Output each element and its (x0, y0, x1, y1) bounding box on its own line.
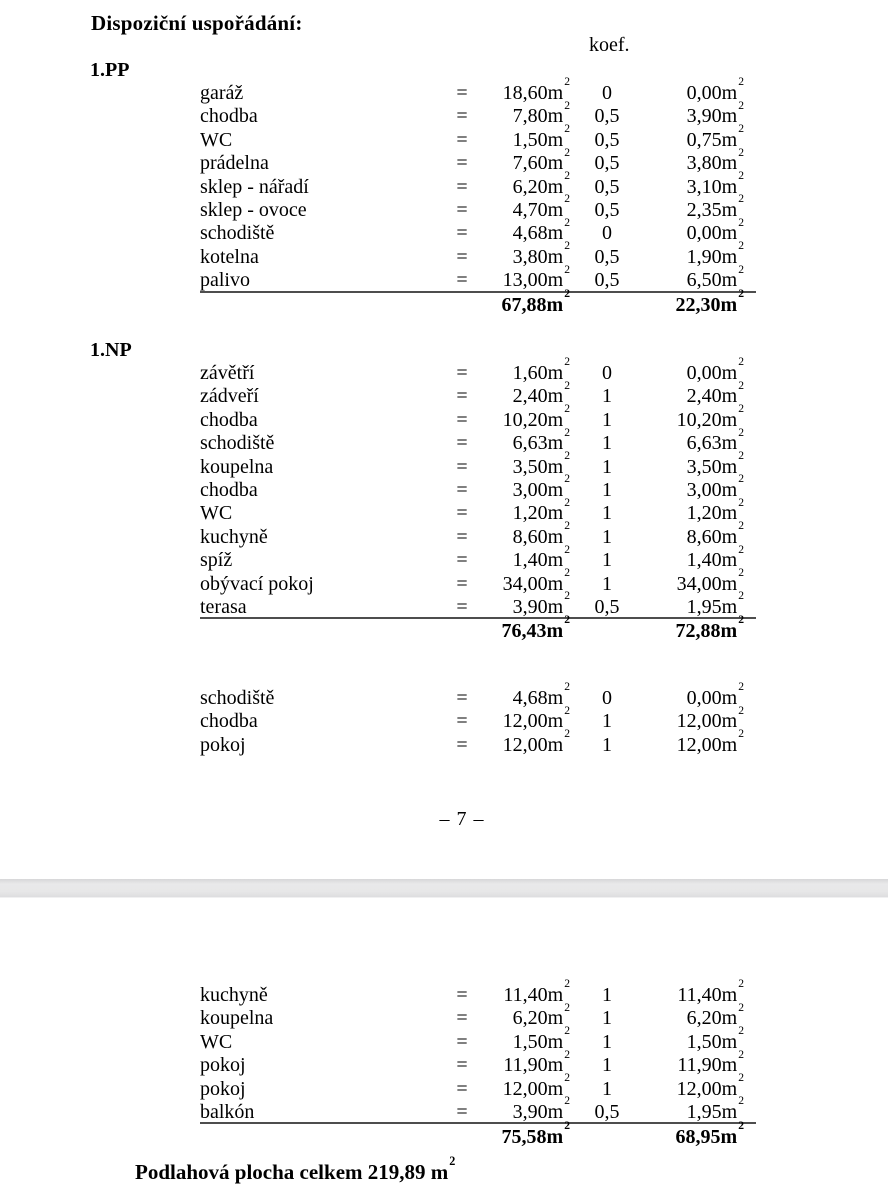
unit: $m^2$ (547, 1070, 570, 1100)
room-label: koupelna (200, 1007, 274, 1030)
table-row (200, 75, 744, 105)
total-row-spacer (570, 620, 644, 643)
table-row (200, 425, 744, 455)
equals-sign: = (456, 710, 468, 733)
koef-value: 1 (602, 455, 612, 478)
room-label: sklep - ovoce (200, 199, 307, 222)
unit: $m^2$ (721, 1000, 744, 1030)
unit: $m^2$ (547, 495, 570, 525)
unit: $m^2$ (547, 1024, 570, 1053)
table-row (200, 1094, 744, 1124)
koef-value: 0 (602, 687, 612, 709)
table-row (200, 472, 744, 502)
unit: $m^2$ (546, 1119, 570, 1148)
equals-sign: = (456, 1054, 468, 1077)
unit: $m^2$ (721, 565, 744, 595)
equals-sign: = (456, 1030, 468, 1053)
equals-sign: = (456, 455, 468, 478)
unit: $m^2$ (721, 239, 744, 268)
unit: $m^2$ (721, 1094, 744, 1124)
unit: $m^2$ (721, 145, 744, 175)
table-1np (200, 355, 744, 619)
unit: $m^2$ (721, 168, 744, 198)
koef-value: 0,5 (594, 245, 620, 268)
koef-value: 1 (602, 572, 612, 595)
result-value: $12,00m^2$ (676, 1070, 744, 1100)
result-value: $34,00m^2$ (676, 565, 744, 595)
equals-sign: = (456, 199, 468, 222)
unit: $m^2$ (547, 98, 570, 128)
area-value: $3,90m^2$ (512, 589, 570, 619)
total-row-spacer (452, 294, 472, 317)
page-title: Dispoziční uspořádání: (91, 11, 303, 35)
area-value: $1,20m^2$ (512, 495, 570, 525)
table-row (200, 239, 744, 269)
total-floor-area (135, 1153, 456, 1185)
room-label: chodba (200, 408, 258, 431)
koef-value: 0,5 (594, 199, 620, 222)
koef-value: 0,5 (594, 175, 620, 198)
room-label: pokoj (200, 733, 246, 756)
area-value: $3,80m^2$ (512, 239, 570, 268)
total-result-1pp: $22,30m^2$ (675, 287, 744, 316)
unit: $m^2$ (721, 378, 744, 408)
table-row (200, 542, 744, 572)
room-label: kuchyně (200, 525, 268, 548)
koef-value: 1 (602, 549, 612, 572)
table-row (200, 589, 744, 619)
total-row-spacer (452, 1126, 472, 1149)
room-label: spíž (200, 549, 233, 572)
unit: $m^2$ (721, 448, 744, 478)
result-value: $1,95m^2$ (686, 1094, 744, 1124)
koef-value: 1 (602, 1007, 612, 1030)
unit: $m^2$ (721, 1024, 744, 1053)
unit: $m^2$ (547, 680, 570, 709)
unit: $m^2$ (547, 75, 570, 104)
result-value: $6,50m^2$ (686, 262, 744, 292)
section-heading-1np: 1.NP (90, 339, 132, 361)
unit: $m^2$ (547, 1047, 570, 1077)
area-value: $12,00m^2$ (502, 1070, 570, 1100)
total-row-1pp (200, 287, 744, 317)
room-label: chodba (200, 105, 258, 128)
result-value: $3,10m^2$ (686, 168, 744, 198)
unit: $m^2$ (721, 703, 744, 733)
area-value: $18,60m^2$ (502, 75, 570, 104)
table-row (200, 98, 744, 128)
equals-sign: = (456, 432, 468, 455)
koef-value: 1 (602, 1054, 612, 1077)
equals-sign: = (456, 408, 468, 431)
unit: $m^2$ (721, 75, 744, 104)
equals-sign: = (456, 1007, 468, 1030)
koef-value: 0,5 (594, 105, 620, 128)
room-label: balkón (200, 1101, 255, 1124)
table-2np-part2 (200, 977, 744, 1124)
room-label: terasa (200, 596, 247, 619)
unit: $m^2$ (720, 1119, 744, 1148)
total-divider-1pp (200, 291, 756, 293)
koef-value: 1 (602, 408, 612, 431)
unit: $m^2$ (547, 977, 570, 1006)
result-value: $12,00m^2$ (676, 703, 744, 733)
result-value: $0,75m^2$ (686, 122, 744, 151)
area-value: $6,20m^2$ (512, 168, 570, 198)
total-divider-2np (200, 1122, 756, 1124)
result-value: $11,90m^2$ (677, 1047, 744, 1077)
unit: $m^2$ (547, 402, 570, 431)
unit: $m^2$ (721, 519, 744, 548)
table-row (200, 355, 744, 385)
area-value: $8,60m^2$ (512, 519, 570, 548)
area-value: $11,90m^2$ (503, 1047, 570, 1077)
result-value: $1,95m^2$ (686, 589, 744, 619)
total-area-2np: $75,58m^2$ (501, 1119, 570, 1148)
room-label: pokoj (200, 1054, 246, 1077)
equals-sign: = (456, 1101, 468, 1124)
table-row (200, 448, 744, 479)
table-row (200, 680, 744, 710)
result-value: $6,20m^2$ (686, 1000, 744, 1030)
unit: $m^2$ (721, 355, 744, 384)
area-value: $1,40m^2$ (512, 542, 570, 572)
equals-sign: = (456, 525, 468, 548)
area-value: $12,00m^2$ (502, 703, 570, 733)
total-floor-area-text: Podlahová plocha celkem 219,89 m (135, 1160, 449, 1184)
total-row-2np (200, 1119, 744, 1149)
area-value: $1,50m^2$ (512, 1024, 570, 1053)
room-label: schodiště (200, 687, 275, 709)
equals-sign: = (456, 502, 468, 525)
total-row-spacer (200, 294, 452, 317)
area-value: $12,00m^2$ (502, 727, 570, 756)
result-value: $12,00m^2$ (676, 727, 744, 756)
koef-value: 0,5 (594, 1101, 620, 1124)
unit: $m^2$ (721, 472, 744, 502)
result-value: $2,35m^2$ (686, 192, 744, 222)
unit: $m^2$ (721, 122, 744, 151)
unit: $m^2$ (547, 1000, 570, 1030)
equals-sign: = (456, 105, 468, 128)
section-heading-1pp: 1.PP (90, 59, 130, 81)
room-label: schodiště (200, 222, 275, 245)
koef-value: 0,5 (594, 128, 620, 151)
koef-value: 0,5 (594, 269, 620, 292)
table-row (200, 519, 744, 549)
equals-sign: = (456, 733, 468, 756)
table-row (200, 262, 744, 292)
result-value: $1,20m^2$ (686, 495, 744, 525)
equals-sign: = (456, 152, 468, 175)
equals-sign: = (456, 687, 468, 709)
table-row (200, 977, 744, 1007)
koef-value: 1 (602, 984, 612, 1006)
koef-value: 1 (602, 1077, 612, 1100)
unit: $m^2$ (721, 1070, 744, 1100)
unit: $m^2$ (547, 378, 570, 408)
room-label: kuchyně (200, 984, 268, 1006)
unit: $m^2$ (547, 472, 570, 502)
area-value: $34,00m^2$ (502, 565, 570, 595)
unit: $m^2$ (546, 287, 570, 316)
unit: $m^2$ (721, 727, 744, 756)
unit: $m^2$ (721, 542, 744, 572)
table-row (200, 727, 744, 757)
table-row (200, 168, 744, 199)
table-row (200, 495, 744, 525)
result-value: $0,00m^2$ (686, 680, 744, 709)
unit: $m^2$ (721, 1047, 744, 1077)
area-value: $6,63m^2$ (512, 425, 570, 455)
result-value: $0,00m^2$ (686, 355, 744, 384)
room-label: palivo (200, 269, 250, 292)
area-value: $3,50m^2$ (512, 448, 570, 478)
unit: $m^2$ (547, 122, 570, 151)
area-value: $7,60m^2$ (512, 145, 570, 175)
koef-value: 1 (602, 733, 612, 756)
unit: $m^2$ (547, 565, 570, 595)
unit: $m^2$ (547, 239, 570, 268)
area-value: $3,90m^2$ (512, 1094, 570, 1124)
area-value: $7,80m^2$ (512, 98, 570, 128)
koef-value: 0 (602, 82, 612, 104)
unit: $m^2$ (721, 215, 744, 245)
unit: $m^2$ (721, 977, 744, 1006)
room-label: WC (200, 502, 233, 525)
unit: $m^2$ (721, 680, 744, 709)
total-result-2np: $68,95m^2$ (675, 1119, 744, 1148)
area-value: $6,20m^2$ (512, 1000, 570, 1030)
room-label: pokoj (200, 1077, 246, 1100)
area-value: $3,00m^2$ (512, 472, 570, 502)
total-row-spacer (570, 294, 644, 317)
page-separator (0, 879, 888, 898)
equals-sign: = (456, 596, 468, 619)
room-label: chodba (200, 710, 258, 733)
unit: $m^2$ (547, 262, 570, 292)
koef-value: 0 (602, 362, 612, 384)
result-value: $0,00m^2$ (686, 75, 744, 104)
total-floor-area-superscript: 2 (449, 1153, 456, 1168)
unit: $m^2$ (547, 168, 570, 198)
area-value: $13,00m^2$ (502, 262, 570, 292)
unit: $m^2$ (547, 519, 570, 548)
total-row-spacer (200, 1126, 452, 1149)
table-row (200, 1047, 744, 1077)
total-area-1np: $76,43m^2$ (501, 613, 570, 642)
equals-sign: = (456, 222, 468, 245)
equals-sign: = (456, 175, 468, 198)
room-label: koupelna (200, 455, 274, 478)
result-value: $3,50m^2$ (686, 448, 744, 478)
room-label: WC (200, 1030, 233, 1053)
table-row (200, 1070, 744, 1101)
result-value: $2,40m^2$ (686, 378, 744, 408)
room-label: zádveří (200, 385, 259, 408)
koef-value: 1 (602, 1030, 612, 1053)
unit: $m^2$ (547, 145, 570, 175)
table-row (200, 703, 744, 733)
table-1pp (200, 75, 744, 293)
unit: $m^2$ (721, 589, 744, 619)
koef-value: 1 (602, 502, 612, 525)
table-row (200, 402, 744, 432)
area-value: $4,70m^2$ (512, 192, 570, 222)
unit: $m^2$ (547, 727, 570, 756)
area-value: $11,40m^2$ (503, 977, 570, 1006)
room-label: garáž (200, 82, 244, 104)
unit: $m^2$ (547, 355, 570, 384)
equals-sign: = (456, 82, 468, 104)
koef-value: 1 (602, 525, 612, 548)
page-number: – 7 – (439, 808, 485, 830)
table-row (200, 1024, 744, 1054)
table-2np-continuation (200, 680, 744, 757)
room-label: kotelna (200, 245, 259, 268)
koef-value: 0 (602, 222, 612, 245)
equals-sign: = (456, 479, 468, 502)
area-value: $1,50m^2$ (512, 122, 570, 151)
room-label: obývací pokoj (200, 572, 314, 595)
result-value: $3,00m^2$ (686, 472, 744, 502)
equals-sign: = (456, 128, 468, 151)
total-divider-1np (200, 617, 756, 619)
result-value: $6,63m^2$ (686, 425, 744, 455)
result-value: $0,00m^2$ (686, 215, 744, 245)
result-value: $8,60m^2$ (686, 519, 744, 548)
koef-value: 1 (602, 479, 612, 502)
table-row (200, 145, 744, 175)
koef-value: 0,5 (594, 596, 620, 619)
koef-value: 0,5 (594, 152, 620, 175)
area-value: $4,68m^2$ (512, 215, 570, 245)
equals-sign: = (456, 984, 468, 1006)
result-value: $1,40m^2$ (686, 542, 744, 572)
room-label: sklep - nářadí (200, 175, 309, 198)
equals-sign: = (456, 269, 468, 292)
unit: $m^2$ (720, 287, 744, 316)
room-label: WC (200, 128, 233, 151)
unit: $m^2$ (721, 495, 744, 525)
result-value: $1,50m^2$ (686, 1024, 744, 1053)
result-value: $1,90m^2$ (686, 239, 744, 268)
koef-value: 1 (602, 385, 612, 408)
room-label: schodiště (200, 432, 275, 455)
unit: $m^2$ (546, 613, 570, 642)
room-label: chodba (200, 479, 258, 502)
total-row-1np (200, 613, 744, 643)
table-row (200, 378, 744, 408)
result-value: $3,90m^2$ (686, 98, 744, 128)
equals-sign: = (456, 549, 468, 572)
table-row (200, 1000, 744, 1030)
koef-value: 1 (602, 710, 612, 733)
unit: $m^2$ (547, 192, 570, 222)
unit: $m^2$ (721, 425, 744, 455)
unit: $m^2$ (547, 425, 570, 455)
total-area-1pp: $67,88m^2$ (501, 287, 570, 316)
result-value: $3,80m^2$ (686, 145, 744, 175)
table-row (200, 192, 744, 222)
table-row (200, 215, 744, 245)
result-value: $10,20m^2$ (676, 402, 744, 431)
area-value: $4,68m^2$ (512, 680, 570, 709)
unit: $m^2$ (720, 613, 744, 642)
area-value: $10,20m^2$ (502, 402, 570, 431)
unit: $m^2$ (721, 262, 744, 292)
room-label: prádelna (200, 152, 269, 175)
equals-sign: = (456, 385, 468, 408)
unit: $m^2$ (547, 703, 570, 733)
unit: $m^2$ (721, 98, 744, 128)
unit: $m^2$ (547, 448, 570, 478)
table-row (200, 122, 744, 152)
area-value: $2,40m^2$ (512, 378, 570, 408)
unit: $m^2$ (721, 192, 744, 222)
unit: $m^2$ (547, 215, 570, 245)
equals-sign: = (456, 572, 468, 595)
total-row-spacer (570, 1126, 644, 1149)
room-label: závětří (200, 362, 255, 384)
equals-sign: = (456, 1077, 468, 1100)
unit: $m^2$ (721, 402, 744, 431)
equals-sign: = (456, 245, 468, 268)
result-value: $11,40m^2$ (677, 977, 744, 1006)
koef-column-header: koef. (589, 34, 630, 56)
unit: $m^2$ (547, 589, 570, 619)
total-row-spacer (200, 620, 452, 643)
area-value: $1,60m^2$ (512, 355, 570, 384)
unit: $m^2$ (547, 542, 570, 572)
table-row (200, 565, 744, 596)
equals-sign: = (456, 362, 468, 384)
unit: $m^2$ (547, 1094, 570, 1124)
total-row-spacer (452, 620, 472, 643)
koef-value: 1 (602, 432, 612, 455)
total-result-1np: $72,88m^2$ (675, 613, 744, 642)
